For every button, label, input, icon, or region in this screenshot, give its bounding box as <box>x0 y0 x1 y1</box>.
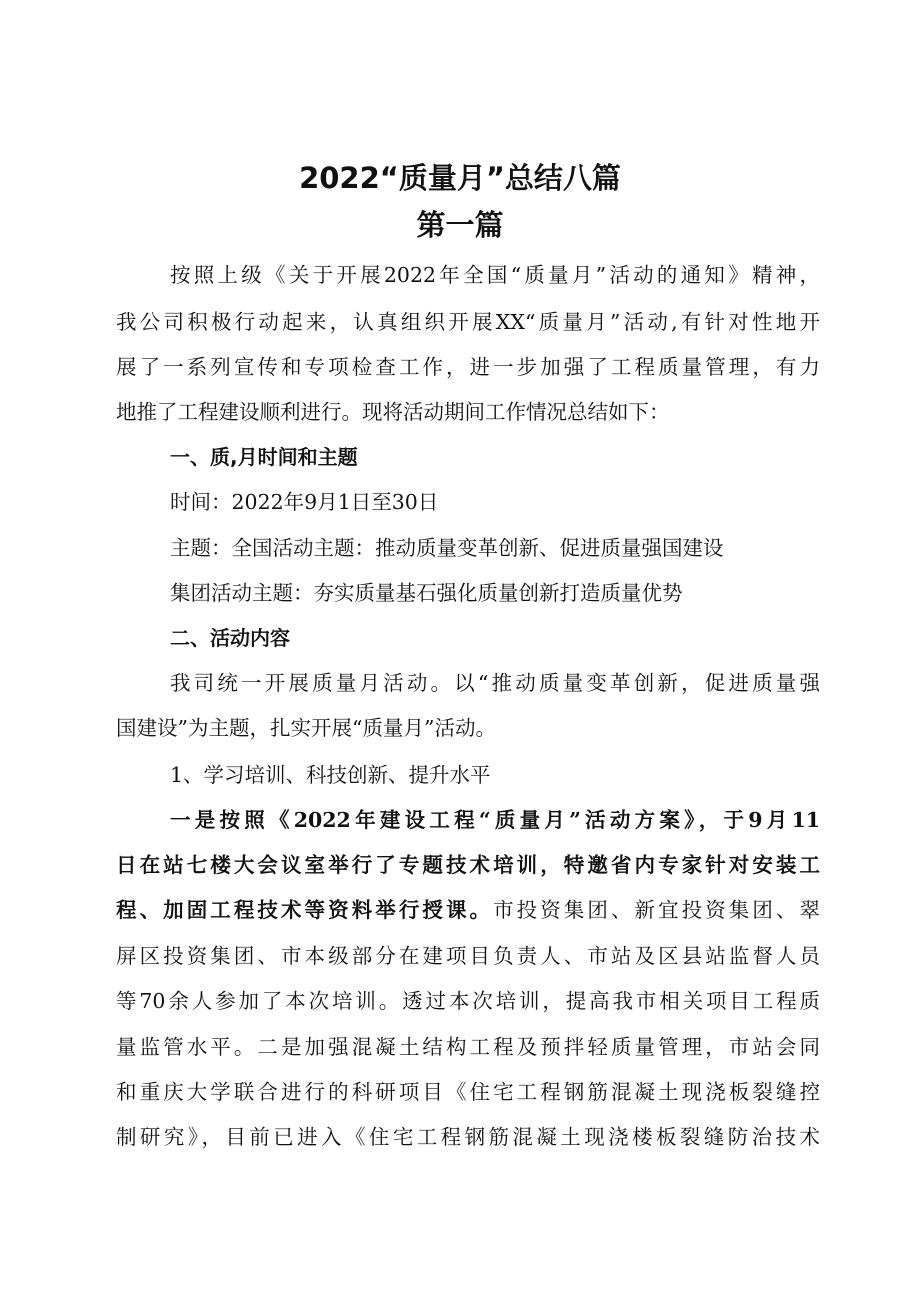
document-title: 2022“质量月”总结八篇 <box>299 161 621 195</box>
paragraph-line: 等70余人参加了本次培训。透过本次培训，提高我市相关项目工程质 <box>116 989 820 1013</box>
mixed-paragraph-line <box>116 895 820 925</box>
theme-line: 主题：全国活动主题：推动质量变革创新、促进质量强国建设 <box>170 536 724 560</box>
paragraph-line: 我司统一开展质量月活动。以“推动质量变革创新，促进质量强 <box>170 671 820 695</box>
bold-paragraph-line: 一是按照《2022年建设工程“质量月”活动方案》，于9月11 <box>170 808 820 832</box>
section-heading: 一、质,月时间和主题 <box>170 445 358 469</box>
time-line: 时间：2022年9月1日至30日 <box>170 490 439 514</box>
intro-line: 展了一系列宣传和专项检查工作，进一步加强了工程质量管理，有力 <box>116 355 820 379</box>
subheading: 1、学习培训、科技创新、提升水平 <box>170 763 491 787</box>
bold-segment: 程、加固工程技术等资料举行授课。 <box>116 898 494 922</box>
intro-line: 我公司积极行动起来，认真组织开展XX“质量月”活动,有针对性地开 <box>116 310 820 334</box>
document-subtitle: 第一篇 <box>416 208 504 242</box>
normal-segment: 市投资集团、新宜投资集团、翠 <box>493 898 821 922</box>
paragraph-line: 量监管水平。二是加强混凝土结构工程及预拌轻质量管理，市站会同 <box>116 1035 820 1059</box>
paragraph-line: 和重庆大学联合进行的科研项目《住宅工程钢筋混凝土现浇板裂缝控 <box>116 1080 820 1104</box>
group-theme-line: 集团活动主题：夯实质量基石强化质量创新打造质量优势 <box>170 581 683 605</box>
intro-line: 地推了工程建设顺利进行。现将活动期间工作情况总结如下： <box>116 400 670 424</box>
paragraph-line: 制研究》，目前已进入《住宅工程钢筋混凝土现浇楼板裂缝防治技术 <box>116 1125 820 1149</box>
paragraph-line: 屏区投资集团、市本级部分在建项目负责人、市站及区县站监督人员 <box>116 944 820 968</box>
section-heading: 二、活动内容 <box>170 626 290 650</box>
intro-line: 按照上级《关于开展2022年全国“质量月”活动的通知》精神， <box>170 263 820 287</box>
bold-paragraph-line: 日在站七楼大会议室举行了专题技术培训，特邀省内专家针对安装工 <box>116 853 820 877</box>
paragraph-line: 国建设”为主题，扎实开展“质量月”活动。 <box>116 716 496 740</box>
